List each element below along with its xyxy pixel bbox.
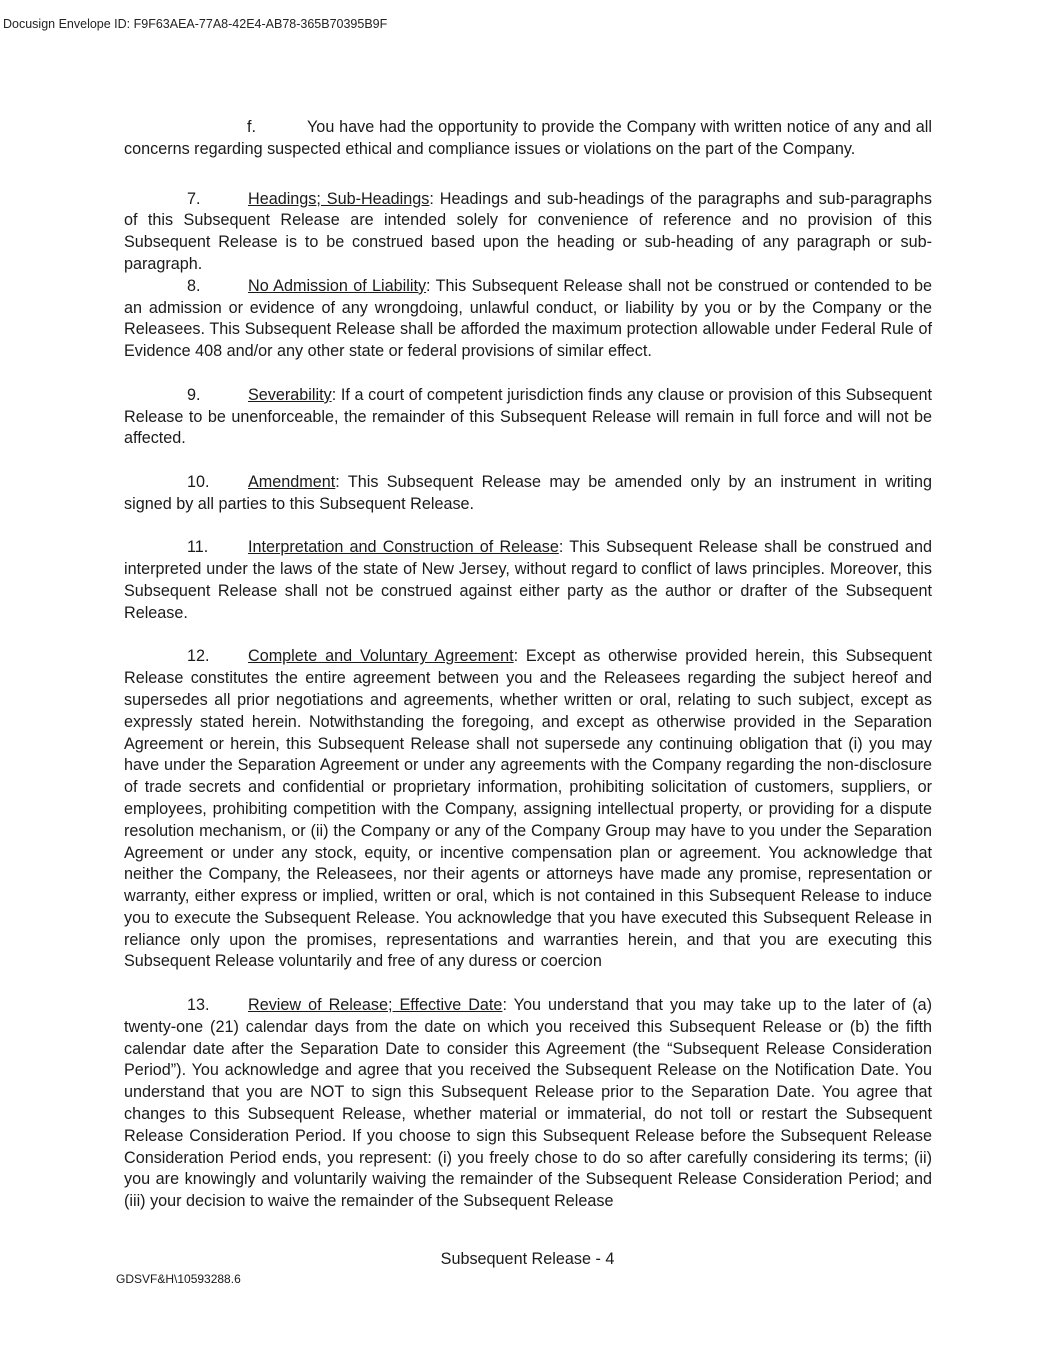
paragraph-text: If a court of competent jurisdiction finds any clause or provision of this Subsequent Release to be unenforceable, the remainder of this Subsequent Release will remain in full force and will not be affected. [124,385,932,448]
heading-separator: : [429,189,440,208]
paragraph-8 [124,276,932,363]
paragraph-number: 10. [187,472,210,491]
paragraph-text: You understand that you may take up to the later of (a) twenty-one (21) calendar days from the date on which you received this Subsequent Release or (b) the fifth calendar date after the Separation Date to consider this Agreement (the “Subsequent Release Consideration Period”). You acknowledge and agree that you received the Subsequent Release on the Notification Date. You understand that you are NOT to sign this Subsequent Release prior to the Separation Date. You agree that changes to this Subsequent Release, whether material or immaterial, do not toll or restart the Subsequent Release Consideration Period. If you choose to sign this Subsequent Release before the Subsequent Release Consideration Period ends, you represent: (i) you freely chose to do so after carefully considering its terms; (ii) you are knowingly and voluntarily waiving the remainder of the Subsequent Release Consideration Period; and (iii) your decision to waive the remainder of the Subsequent Release [124,996,932,1211]
paragraph-heading: Complete and Voluntary Agreement [248,647,514,666]
envelope-id: Docusign Envelope ID: F9F63AEA-77A8-42E4-AB78-365B70395B9F [3,17,388,31]
paragraph-heading: Amendment [248,472,336,491]
paragraph-heading: Review of Release; Effective Date [248,996,503,1015]
paragraph-number: 11. [187,538,209,557]
paragraph-number: 13. [187,996,210,1015]
paragraph-number: 9. [187,385,201,404]
paragraph-text: This Subsequent Release shall be construed and interpreted under the laws of the state of New Jersey, without regard to conflict of laws principles. Moreover, this Subsequent Release shall not be construed against either party as the author or drafter of the Subsequent Release. [124,538,932,622]
heading-separator: : [558,538,570,557]
paragraph-13 [124,995,932,1213]
paragraph-text: You have had the opportunity to provide the Company with written notice of any and all concerns regarding suspected ethical and compliance issues or violations on the part of the Company. [124,118,932,158]
paragraph-9 [124,385,932,450]
paragraph-heading: Headings; Sub-Headings [248,189,430,208]
heading-separator: : [502,996,514,1015]
paragraph-7 [124,189,932,276]
paragraph-number: 12. [187,647,210,666]
heading-separator: : [426,276,436,295]
paragraph-heading: Interpretation and Construction of Release [248,538,559,557]
paragraph-heading: Severability [248,385,332,404]
paragraph-12 [124,646,932,973]
paragraph-text: This Subsequent Release shall not be construed or contended to be an admission or evidence of any wrongdoing, unlawful conduct, or liability by you or by the Company or the Releasees. This Subsequent Release shall be afforded the maximum protection allowable under Federal Rule of Evidence 408 and/or any other state or federal provisions of similar effect. [124,276,933,361]
heading-separator: : [335,472,348,491]
paragraph-heading: No Admission of Liability [248,276,427,295]
heading-separator: : [513,647,526,666]
page-label: Subsequent Release - 4 [440,1250,615,1268]
heading-separator: : [331,385,341,404]
paragraph-text: This Subsequent Release may be amended only by an instrument in writing signed by all parties to this Subsequent Release. [124,472,933,513]
paragraph-number: 7. [187,189,201,208]
paragraph-number: 8. [187,276,201,295]
paragraph-text: Except as otherwise provided herein, this Subsequent Release constitutes the entire agreement between you and the Releasees regarding the subject hereof and supersedes all prior negotiations and agreements, whether written or oral, relating to such subject, except as expressly stated herein. Notwithstanding the foregoing, and except as otherwise provided in the Separation Agreement or herein, this Subsequent Release shall not supersede any continuing obligation that (i) you may have under the Separation Agreement or under any agreements with the Company regarding the non-disclosure of trade secrets and confidential or proprietary information, prohibiting solicitation of customers, suppliers, or employees, prohibiting competition with the Company, assigning intellectual property, or providing for a dispute resolution mechanism, or (ii) the Company or any of the Company Group may have to you under the Separation Agreement or under any stock, equity, or incentive compensation plan or agreement. You acknowledge that neither the Company, the Releasees, nor their agents or attorneys have made any promise, representation or warranty, either express or implied, written or oral, which is not contained in this Subsequent Release to induce you to execute the Subsequent Release. You acknowledge that you have executed this Subsequent Release in reliance only upon the promises, representations and warranties herein, and that you are executing this Subsequent Release voluntarily and free of any duress or coercion [124,647,932,971]
document-code: GDSVF&H\10593288.6 [116,1272,241,1286]
document-body [124,117,932,1213]
paragraph-10 [124,472,932,516]
paragraph-6f [124,117,932,161]
paragraph-11 [124,537,932,624]
paragraph-number: f. [247,118,256,136]
paragraph-text: Headings and sub-headings of the paragraphs and sub-paragraphs of this Subsequent Release are intended solely for convenience of reference and no provision of this Subsequent Release is to be construed based upon the heading or sub-heading of any paragraph or sub-paragraph. [124,189,932,273]
